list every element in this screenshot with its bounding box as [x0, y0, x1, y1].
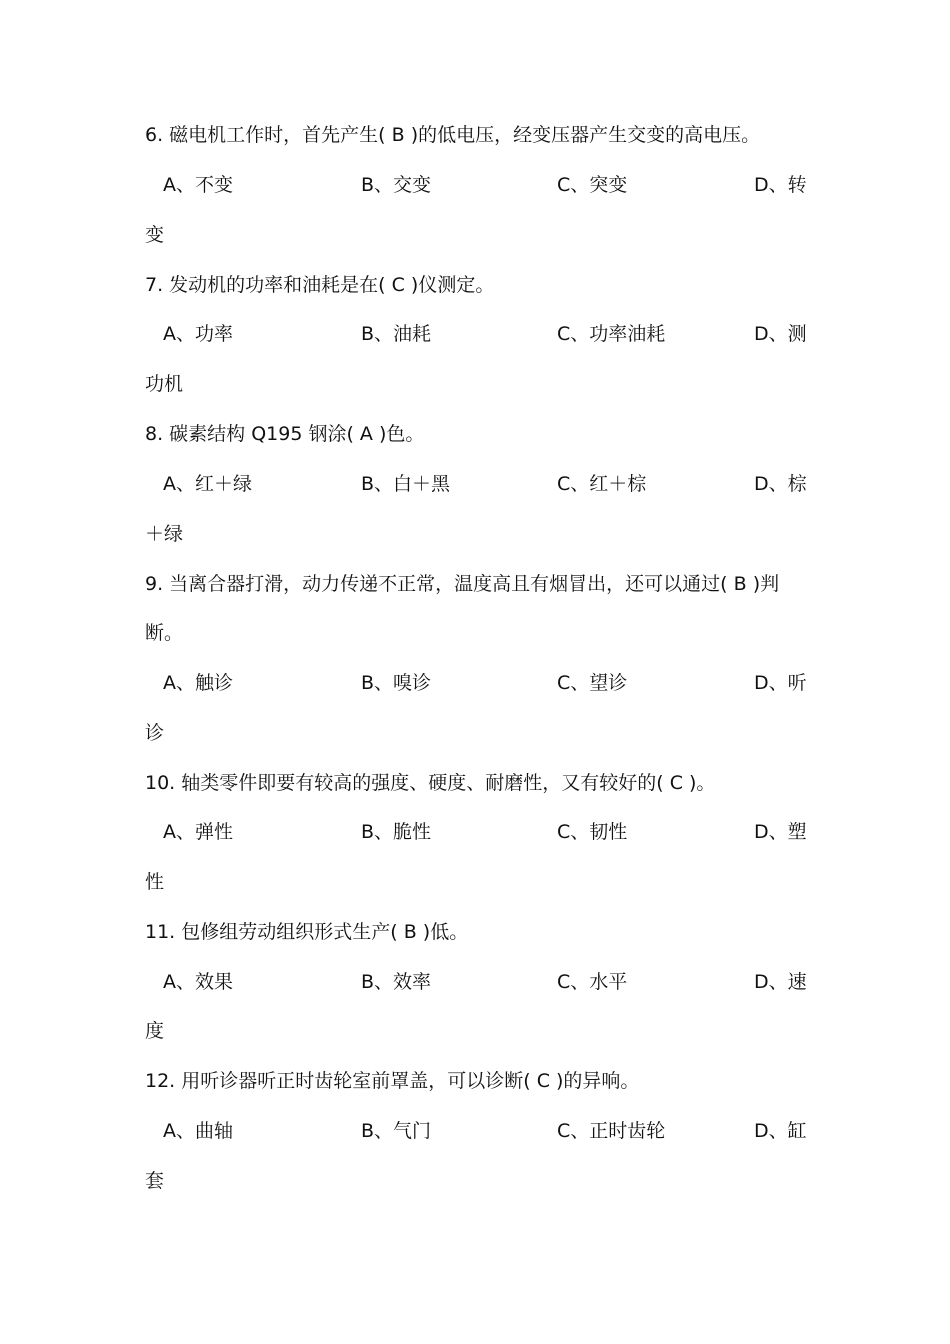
question-6-option-a: A、不变 [163, 174, 233, 196]
question-11-option-b: B、效率 [361, 971, 432, 993]
question-12-option-d-wrap: 套 [145, 1170, 165, 1192]
question-7-option-d-wrap: 功机 [145, 373, 184, 395]
question-12-option-c: C、正时齿轮 [557, 1120, 666, 1142]
question-10-option-d-wrap: 性 [145, 871, 165, 893]
question-6-option-c: C、突变 [557, 174, 628, 196]
question-12-stem: 12. 用听诊器听正时齿轮室前罩盖，可以诊断( C )的异响。 [145, 1070, 640, 1092]
question-9-option-d: D、听 [754, 672, 807, 694]
question-8-option-a: A、红＋绿 [163, 473, 252, 495]
question-11-option-d: D、速 [754, 971, 807, 993]
question-10-option-b: B、脆性 [361, 821, 432, 843]
question-10-option-c: C、韧性 [557, 821, 628, 843]
question-9-stem-wrap: 断。 [145, 622, 184, 644]
question-9-option-a: A、触诊 [163, 672, 233, 694]
question-8-option-d-wrap: ＋绿 [145, 523, 184, 545]
question-6-option-b: B、交变 [361, 174, 432, 196]
question-7-option-b: B、油耗 [361, 323, 432, 345]
question-7-option-a: A、功率 [163, 323, 233, 345]
question-11-stem: 11. 包修组劳动组织形式生产( B )低。 [145, 921, 469, 943]
question-12-option-b: B、气门 [361, 1120, 432, 1142]
question-10-option-d: D、塑 [754, 821, 807, 843]
question-7-option-c: C、功率油耗 [557, 323, 666, 345]
question-11-option-c: C、水平 [557, 971, 628, 993]
question-6-option-d: D、转 [754, 174, 807, 196]
question-9-option-d-wrap: 诊 [145, 722, 165, 744]
question-7-stem: 7. 发动机的功率和油耗是在( C )仪测定。 [145, 274, 495, 296]
question-11-option-d-wrap: 度 [145, 1020, 165, 1042]
question-12-option-a: A、曲轴 [163, 1120, 233, 1142]
question-10-option-a: A、弹性 [163, 821, 233, 843]
question-10-stem: 10. 轴类零件即要有较高的强度、硬度、耐磨性，又有较好的( C )。 [145, 772, 716, 794]
question-8-option-b: B、白＋黑 [361, 473, 451, 495]
question-7-option-d: D、测 [754, 323, 807, 345]
question-8-stem: 8. 碳素结构 Q195 钢涂( A )色。 [145, 423, 425, 445]
question-6-option-d-wrap: 变 [145, 224, 165, 246]
question-12-option-d: D、缸 [754, 1120, 807, 1142]
question-6-stem: 6. 磁电机工作时，首先产生( B )的低电压，经变压器产生交变的高电压。 [145, 124, 761, 146]
question-9-option-c: C、望诊 [557, 672, 628, 694]
question-9-stem: 9. 当离合器打滑，动力传递不正常，温度高且有烟冒出，还可以通过( B )判 [145, 573, 780, 595]
question-9-option-b: B、嗅诊 [361, 672, 432, 694]
question-8-option-d: D、棕 [754, 473, 807, 495]
question-11-option-a: A、效果 [163, 971, 233, 993]
question-8-option-c: C、红＋棕 [557, 473, 647, 495]
